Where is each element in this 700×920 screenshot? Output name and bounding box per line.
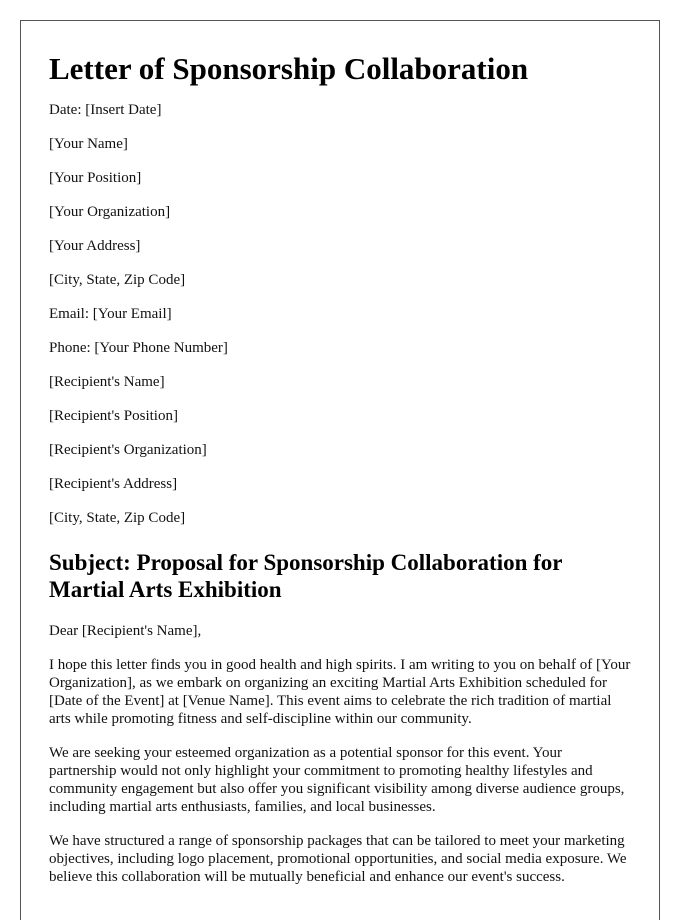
recipient-organization: [Recipient's Organization] — [49, 442, 207, 458]
recipient-name: [Recipient's Name] — [49, 374, 165, 390]
letter-page — [20, 20, 660, 920]
date-line: Date: [Insert Date] — [49, 102, 162, 118]
sender-address: [Your Address] — [49, 238, 141, 254]
sender-city-state-zip: [City, State, Zip Code] — [49, 272, 186, 288]
letter-title: Letter of Sponsorship Collaboration — [49, 51, 529, 86]
body-paragraph: We are seeking your esteemed organization as a potential sponsor for this event. Your partnership would not only highlight your commitment to promoting healthy lifestyles and community engagement but also offer you significant visibility among diverse audience groups, including martial arts enthusiasts, families, and local businesses. — [49, 745, 625, 815]
salutation: Dear [Recipient's Name], — [49, 623, 202, 639]
sender-position: [Your Position] — [49, 170, 142, 186]
sender-email: Email: [Your Email] — [49, 306, 172, 322]
recipient-address: [Recipient's Address] — [49, 476, 178, 492]
recipient-position: [Recipient's Position] — [49, 408, 178, 424]
letter-subject: Subject: Proposal for Sponsorship Collaboration for Martial Arts Exhibition — [49, 550, 563, 602]
sender-organization: [Your Organization] — [49, 204, 171, 220]
body-paragraph: We have structured a range of sponsorship packages that can be tailored to meet your marketing objectives, including logo placement, promotional opportunities, and social media exposure. We believe this collaboration will be mutually beneficial and enhance our event's success. — [49, 833, 627, 885]
sender-name: [Your Name] — [49, 136, 128, 152]
sender-phone: Phone: [Your Phone Number] — [49, 340, 228, 356]
body-paragraph: I hope this letter finds you in good health and high spirits. I am writing to you on behalf of [Your Organization], as we embark on organizing an exciting Martial Arts Exhibition scheduled for [Date of the Event] at [Venue Name]. This event aims to celebrate the rich tradition of martial arts while promoting fitness and self-discipline within our community. — [49, 657, 631, 727]
recipient-city-state-zip: [City, State, Zip Code] — [49, 510, 186, 526]
